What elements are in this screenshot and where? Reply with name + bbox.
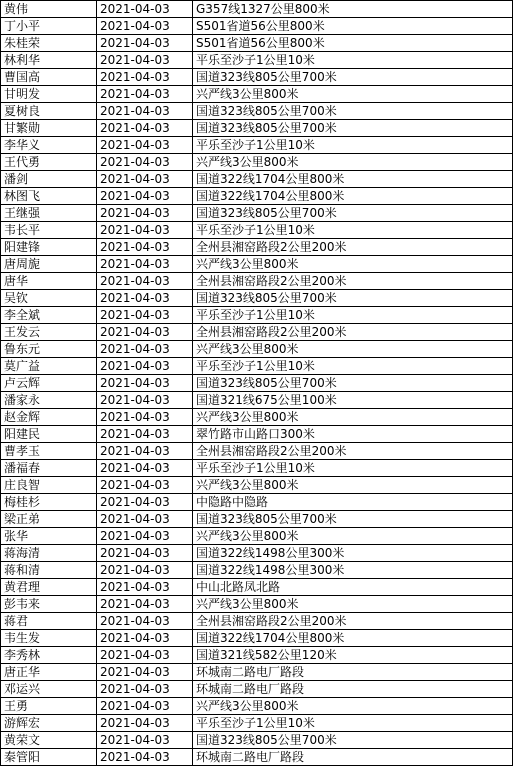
date-cell[interactable]: 2021-04-03 — [97, 1, 193, 18]
name-cell[interactable]: 莫广益 — [1, 358, 97, 375]
location-cell[interactable]: 平乐至沙子1公里10米 — [193, 307, 513, 324]
name-cell[interactable]: 黄伟 — [1, 1, 97, 18]
record-table-body — [1, 1, 513, 766]
name-cell[interactable]: 王代勇 — [1, 154, 97, 171]
date-cell[interactable]: 2021-04-03 — [97, 494, 193, 511]
table-row — [1, 460, 513, 477]
date-cell[interactable]: 2021-04-03 — [97, 324, 193, 341]
date-cell[interactable]: 2021-04-03 — [97, 732, 193, 749]
date-cell[interactable]: 2021-04-03 — [97, 205, 193, 222]
table-row — [1, 715, 513, 732]
table-row — [1, 103, 513, 120]
location-cell[interactable]: 国道322线1704公里800米 — [193, 188, 513, 205]
name-cell[interactable]: 潘剑 — [1, 171, 97, 188]
table-row — [1, 443, 513, 460]
table-row — [1, 154, 513, 171]
name-cell[interactable]: 李全斌 — [1, 307, 97, 324]
name-cell[interactable]: 王发云 — [1, 324, 97, 341]
date-cell[interactable]: 2021-04-03 — [97, 715, 193, 732]
location-cell[interactable]: 国道323线805公里700米 — [193, 375, 513, 392]
table-row — [1, 613, 513, 630]
date-cell[interactable]: 2021-04-03 — [97, 511, 193, 528]
date-cell[interactable]: 2021-04-03 — [97, 307, 193, 324]
table-row — [1, 562, 513, 579]
name-cell[interactable]: 黄荣文 — [1, 732, 97, 749]
location-cell[interactable]: 兴严线3公里800米 — [193, 154, 513, 171]
location-cell[interactable]: 国道321线582公里120米 — [193, 647, 513, 664]
location-cell[interactable]: 环城南二路电厂路段 — [193, 664, 513, 681]
name-cell[interactable]: 阳建锋 — [1, 239, 97, 256]
name-cell[interactable]: 庄良智 — [1, 477, 97, 494]
location-cell[interactable]: 兴严线3公里800米 — [193, 341, 513, 358]
date-cell[interactable]: 2021-04-03 — [97, 528, 193, 545]
name-cell[interactable]: 王继强 — [1, 205, 97, 222]
location-cell[interactable]: 国道321线675公里100米 — [193, 392, 513, 409]
name-cell[interactable]: 甘明发 — [1, 86, 97, 103]
date-cell[interactable]: 2021-04-03 — [97, 222, 193, 239]
name-cell[interactable]: 梅桂杉 — [1, 494, 97, 511]
table-row — [1, 120, 513, 137]
table-row — [1, 477, 513, 494]
location-cell[interactable]: 平乐至沙子1公里10米 — [193, 52, 513, 69]
location-cell[interactable]: 兴严线3公里800米 — [193, 528, 513, 545]
table-row — [1, 732, 513, 749]
location-cell[interactable]: 环城南二路电厂路段 — [193, 681, 513, 698]
name-cell[interactable]: 潘福春 — [1, 460, 97, 477]
name-cell[interactable]: 吴钦 — [1, 290, 97, 307]
table-row — [1, 681, 513, 698]
name-cell[interactable]: 黄君理 — [1, 579, 97, 596]
name-cell[interactable]: 韦长平 — [1, 222, 97, 239]
table-row — [1, 409, 513, 426]
table-row — [1, 290, 513, 307]
location-cell[interactable]: 国道323线805公里700米 — [193, 103, 513, 120]
location-cell[interactable]: 国道323线805公里700米 — [193, 69, 513, 86]
name-cell[interactable]: 彭韦来 — [1, 596, 97, 613]
date-cell[interactable]: 2021-04-03 — [97, 596, 193, 613]
date-cell[interactable]: 2021-04-03 — [97, 749, 193, 766]
location-cell[interactable]: 平乐至沙子1公里10米 — [193, 715, 513, 732]
table-row — [1, 239, 513, 256]
date-cell[interactable]: 2021-04-03 — [97, 477, 193, 494]
name-cell[interactable]: 蒋和清 — [1, 562, 97, 579]
date-cell[interactable]: 2021-04-03 — [97, 698, 193, 715]
location-cell[interactable]: 全州县湘窑路段2公里200米 — [193, 613, 513, 630]
location-cell[interactable]: 国道323线805公里700米 — [193, 732, 513, 749]
location-cell[interactable]: 平乐至沙子1公里10米 — [193, 222, 513, 239]
date-cell[interactable]: 2021-04-03 — [97, 375, 193, 392]
date-cell[interactable]: 2021-04-03 — [97, 18, 193, 35]
location-cell[interactable]: 兴严线3公里800米 — [193, 596, 513, 613]
name-cell[interactable]: 潘家永 — [1, 392, 97, 409]
table-row — [1, 698, 513, 715]
name-cell[interactable]: 韦生发 — [1, 630, 97, 647]
date-cell[interactable]: 2021-04-03 — [97, 358, 193, 375]
table-row — [1, 205, 513, 222]
table-row — [1, 188, 513, 205]
table-row — [1, 358, 513, 375]
location-cell[interactable]: 国道322线1498公里300米 — [193, 545, 513, 562]
location-cell[interactable]: S501省道56公里800米 — [193, 18, 513, 35]
name-cell[interactable]: 李秀林 — [1, 647, 97, 664]
date-cell[interactable]: 2021-04-03 — [97, 273, 193, 290]
location-cell[interactable]: 环城南二路电厂路段 — [193, 749, 513, 766]
date-cell[interactable]: 2021-04-03 — [97, 426, 193, 443]
location-cell[interactable]: 平乐至沙子1公里10米 — [193, 358, 513, 375]
name-cell[interactable]: 赵金辉 — [1, 409, 97, 426]
table-row — [1, 511, 513, 528]
date-cell[interactable]: 2021-04-03 — [97, 681, 193, 698]
date-cell[interactable]: 2021-04-03 — [97, 52, 193, 69]
name-cell[interactable]: 朱桂荣 — [1, 35, 97, 52]
date-cell[interactable]: 2021-04-03 — [97, 290, 193, 307]
table-row — [1, 392, 513, 409]
name-cell[interactable]: 唐周旎 — [1, 256, 97, 273]
date-cell[interactable]: 2021-04-03 — [97, 409, 193, 426]
date-cell[interactable]: 2021-04-03 — [97, 443, 193, 460]
location-cell[interactable]: 国道323线805公里700米 — [193, 511, 513, 528]
location-cell[interactable]: 国道322线1704公里800米 — [193, 171, 513, 188]
name-cell[interactable]: 丁小平 — [1, 18, 97, 35]
table-row — [1, 52, 513, 69]
name-cell[interactable]: 曹孝玉 — [1, 443, 97, 460]
name-cell[interactable]: 邓运兴 — [1, 681, 97, 698]
location-cell[interactable]: 国道323线805公里700米 — [193, 290, 513, 307]
date-cell[interactable]: 2021-04-03 — [97, 35, 193, 52]
date-cell[interactable]: 2021-04-03 — [97, 256, 193, 273]
location-cell[interactable]: 国道323线805公里700米 — [193, 120, 513, 137]
name-cell[interactable]: 蒋海清 — [1, 545, 97, 562]
name-cell[interactable]: 梁正弟 — [1, 511, 97, 528]
date-cell[interactable]: 2021-04-03 — [97, 188, 193, 205]
date-cell[interactable]: 2021-04-03 — [97, 579, 193, 596]
date-cell[interactable]: 2021-04-03 — [97, 545, 193, 562]
date-cell[interactable]: 2021-04-03 — [97, 137, 193, 154]
name-cell[interactable]: 阳建民 — [1, 426, 97, 443]
table-row — [1, 256, 513, 273]
location-cell[interactable]: 国道322线1498公里300米 — [193, 562, 513, 579]
name-cell[interactable]: 夏树良 — [1, 103, 97, 120]
table-row — [1, 749, 513, 766]
location-cell[interactable]: 兴严线3公里800米 — [193, 477, 513, 494]
table-row — [1, 545, 513, 562]
table-row — [1, 596, 513, 613]
location-cell[interactable]: 全州县湘窑路段2公里200米 — [193, 324, 513, 341]
table-row — [1, 630, 513, 647]
name-cell[interactable]: 鲁东元 — [1, 341, 97, 358]
name-cell[interactable]: 卢云辉 — [1, 375, 97, 392]
table-row — [1, 69, 513, 86]
location-cell[interactable]: S501省道56公里800米 — [193, 35, 513, 52]
date-cell[interactable]: 2021-04-03 — [97, 69, 193, 86]
location-cell[interactable]: 国道323线805公里700米 — [193, 205, 513, 222]
location-cell[interactable]: 全州县湘窑路段2公里200米 — [193, 443, 513, 460]
table-row — [1, 341, 513, 358]
location-cell[interactable]: 中山北路凤北路 — [193, 579, 513, 596]
location-cell[interactable]: 国道322线1704公里800米 — [193, 630, 513, 647]
table-row — [1, 426, 513, 443]
date-cell[interactable]: 2021-04-03 — [97, 460, 193, 477]
name-cell[interactable]: 李华义 — [1, 137, 97, 154]
table-row — [1, 222, 513, 239]
table-row — [1, 307, 513, 324]
table-row — [1, 647, 513, 664]
date-cell[interactable]: 2021-04-03 — [97, 647, 193, 664]
date-cell[interactable]: 2021-04-03 — [97, 613, 193, 630]
table-row — [1, 324, 513, 341]
table-row — [1, 579, 513, 596]
date-cell[interactable]: 2021-04-03 — [97, 171, 193, 188]
date-cell[interactable]: 2021-04-03 — [97, 154, 193, 171]
name-cell[interactable]: 蒋君 — [1, 613, 97, 630]
date-cell[interactable]: 2021-04-03 — [97, 392, 193, 409]
location-cell[interactable]: 全州县湘窑路段2公里200米 — [193, 239, 513, 256]
date-cell[interactable]: 2021-04-03 — [97, 120, 193, 137]
table-row — [1, 664, 513, 681]
location-cell[interactable]: 兴严线3公里800米 — [193, 86, 513, 103]
date-cell[interactable]: 2021-04-03 — [97, 664, 193, 681]
table-row — [1, 375, 513, 392]
location-cell[interactable]: 平乐至沙子1公里10米 — [193, 460, 513, 477]
name-cell[interactable]: 王勇 — [1, 698, 97, 715]
table-row — [1, 1, 513, 18]
name-cell[interactable]: 游辉宏 — [1, 715, 97, 732]
name-cell[interactable]: 甘繁勋 — [1, 120, 97, 137]
table-row — [1, 18, 513, 35]
location-cell[interactable]: 全州县湘窑路段2公里200米 — [193, 273, 513, 290]
location-cell[interactable]: G357线1327公里800米 — [193, 1, 513, 18]
date-cell[interactable]: 2021-04-03 — [97, 239, 193, 256]
table-row — [1, 86, 513, 103]
name-cell[interactable]: 张华 — [1, 528, 97, 545]
table-row — [1, 494, 513, 511]
date-cell[interactable]: 2021-04-03 — [97, 341, 193, 358]
name-cell[interactable]: 秦管阳 — [1, 749, 97, 766]
location-cell[interactable]: 翠竹路市山路口300米 — [193, 426, 513, 443]
name-cell[interactable]: 曹国高 — [1, 69, 97, 86]
date-cell[interactable]: 2021-04-03 — [97, 630, 193, 647]
name-cell[interactable]: 林利华 — [1, 52, 97, 69]
location-cell[interactable]: 中隐路中隐路 — [193, 494, 513, 511]
name-cell[interactable]: 林图飞 — [1, 188, 97, 205]
table-row — [1, 171, 513, 188]
table-row — [1, 528, 513, 545]
location-cell[interactable]: 兴严线3公里800米 — [193, 256, 513, 273]
location-cell[interactable]: 兴严线3公里800米 — [193, 409, 513, 426]
location-cell[interactable]: 兴严线3公里800米 — [193, 698, 513, 715]
date-cell[interactable]: 2021-04-03 — [97, 103, 193, 120]
location-cell[interactable]: 平乐至沙子1公里10米 — [193, 137, 513, 154]
table-row — [1, 35, 513, 52]
date-cell[interactable]: 2021-04-03 — [97, 562, 193, 579]
table-row — [1, 273, 513, 290]
table-row — [1, 137, 513, 154]
name-cell[interactable]: 唐正华 — [1, 664, 97, 681]
date-cell[interactable]: 2021-04-03 — [97, 86, 193, 103]
name-cell[interactable]: 唐华 — [1, 273, 97, 290]
